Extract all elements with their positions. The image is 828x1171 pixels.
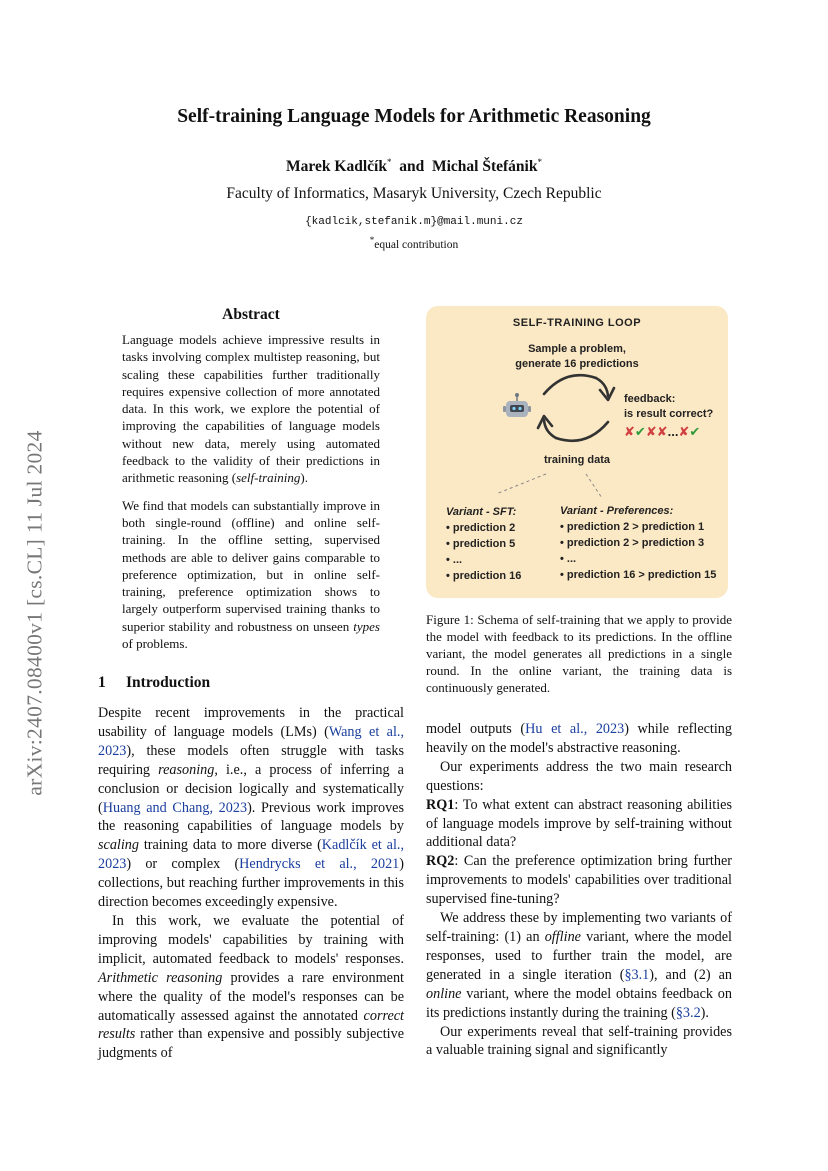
text: We find that models can substantially improve in both single-round (offline) and online self-training. In the offline setting, supervised methods are able to deliver gains comparable to preference optimization, but in online self-training, preference optimization shows to largely outperform supervised training thanks to superior stability and robustness on unseen (122, 497, 380, 634)
citation-link[interactable]: Hu et al., 2023 (525, 721, 625, 737)
paper-title: Self-training Language Models for Arithmetic Reasoning (177, 106, 651, 127)
research-question (426, 852, 732, 909)
citation-link[interactable]: Wang et al., 2023 (98, 723, 404, 759)
list-item: • prediction 5 (446, 538, 516, 550)
sample-step (426, 342, 728, 372)
list-item: • ... (446, 554, 463, 566)
sample-line: Sample a problem, (528, 343, 626, 355)
text: ). (700, 1004, 709, 1021)
wrong-icon: ✘ (645, 424, 657, 439)
paragraph: Our experiments address the two main research questions: (426, 758, 732, 794)
list-item: • prediction 16 (446, 570, 522, 582)
emphasis: scaling (98, 837, 139, 854)
feedback-line: feedback: (624, 393, 676, 405)
text: ) collections, but reaching further improvements in this direction becomes exceedingly expensive. (98, 856, 404, 911)
paragraph (98, 912, 404, 1063)
equal-contribution-note (0, 235, 828, 251)
author-joiner: and (399, 158, 425, 176)
section-link[interactable]: §3.1 (624, 966, 650, 983)
emphasis: types (353, 618, 380, 634)
arxiv-stamp (18, 378, 52, 848)
rq-label: RQ2 (426, 853, 455, 870)
ellipsis: ... (667, 424, 679, 439)
abstract-heading: Abstract (222, 306, 280, 323)
text: rather than expensive and possibly subjective judgments of (98, 1026, 404, 1062)
text: ), and (2) an (649, 966, 732, 983)
wrong-icon: ✘ (678, 424, 690, 439)
variant-preferences (560, 503, 716, 583)
emphasis: correct results (98, 1007, 404, 1043)
paragraph (426, 909, 732, 1022)
variant-sft (446, 504, 521, 584)
text: ) or complex ( (126, 856, 240, 873)
section-number: 1 (98, 674, 106, 691)
equal-mark: * (369, 235, 375, 245)
emphasis: online (426, 985, 462, 1002)
author-1: Marek Kadlčík (286, 158, 387, 176)
left-column-text (98, 704, 404, 1063)
arxiv-id: arXiv:2407.08400v1 [cs.CL] 11 Jul 2024 (22, 430, 47, 796)
abstract-paragraph (122, 497, 380, 653)
text: ), these models often struggle with tasks requiring (98, 742, 404, 778)
section-title: Introduction (126, 674, 211, 691)
text: training data to more diverse ( (138, 837, 322, 854)
abstract-body (122, 331, 380, 652)
robot-icon (503, 393, 531, 417)
text: : Can the preference optimization bring further improvements to models' capabilities over traditional supervised fine-tuning? (426, 853, 732, 908)
emphasis: offline (544, 928, 581, 945)
paragraph: Our experiments reveal that self-training provides a valuable training signal and significantly (426, 1023, 732, 1059)
correctness-marks (624, 424, 700, 440)
list-item: • prediction 2 > prediction 3 (560, 537, 705, 549)
list-item: • ... (560, 553, 577, 565)
text: In this work, we evaluate the potential of improving models' capabilities by training with implicit, automated feedback to models' responses. (98, 912, 404, 967)
text: model outputs ( (426, 721, 526, 737)
affiliation: Faculty of Informatics, Masaryk University, Czech Republic (226, 185, 602, 202)
section-heading (98, 674, 210, 692)
list-item: • prediction 16 > prediction 15 (560, 569, 717, 581)
list-item: • prediction 2 (446, 522, 516, 534)
emphasis: reasoning (158, 761, 215, 778)
citation-link[interactable]: Huang and Chang, 2023 (102, 799, 248, 816)
list-item: • prediction 2 > prediction 1 (560, 521, 705, 533)
text: ) while reflecting heavily on the model's abstractive reasoning. (426, 721, 732, 756)
text: variant, where the model obtains feedback on its predictions instantly during the training ( (426, 985, 732, 1021)
feedback-step (624, 392, 713, 422)
correct-icon: ✔ (634, 424, 646, 439)
text: provides a rare environment where the quality of the model's responses can be automatically assessed against the annotated (98, 969, 404, 1024)
feedback-line: is result correct? (624, 408, 714, 420)
text: We address these by implementing two variants of self-training: (1) an (426, 910, 732, 945)
emphasis: self-training (236, 470, 301, 486)
text: Despite recent improvements in the practical usability of language models (LMs) ( (98, 705, 404, 740)
author-email: {kadlcik,stefanik.m}@mail.muni.cz (305, 216, 523, 228)
emphasis: Arithmetic reasoning (98, 969, 223, 986)
variant-pref-heading: Variant - Preferences: (560, 505, 674, 517)
text: Language models achieve impressive results in tasks involving complex multistep reasoning, but scaling these capabilities further traditionally requires expensive collection of more annotated data. In this work, we explore the potential of improving the capabilities of language models without new data, merely using automated feedback to the validity of their predictions in arithmetic reasoning ( (122, 332, 380, 486)
variant-sft-heading: Variant - SFT: (446, 506, 517, 518)
text: of problems. (122, 636, 188, 652)
research-question (426, 796, 732, 853)
figure-1 (426, 306, 728, 598)
author-2: Michal Štefánik (431, 158, 538, 176)
equal-contribution-text: equal contribution (374, 238, 459, 251)
paragraph (98, 704, 404, 912)
text: ). Previous work improves the reasoning capabilities of language models by (98, 799, 404, 835)
sample-line: generate 16 predictions (515, 358, 639, 370)
equal-mark: * (386, 157, 392, 167)
citation-link[interactable]: Hendrycks et al., 2021 (239, 856, 400, 873)
wrong-icon: ✘ (656, 424, 668, 439)
figure-heading: SELF-TRAINING LOOP (512, 317, 642, 329)
text: ). (300, 470, 308, 486)
equal-mark: * (537, 157, 542, 167)
text: : To what extent can abstract reasoning abilities of language models improve by self-training without additional data? (426, 796, 732, 851)
section-link[interactable]: §3.2 (675, 1004, 701, 1021)
wrong-icon: ✘ (624, 424, 635, 439)
figure-caption: Figure 1: Schema of self-training that we apply to provide the model with feedback to its predictions. In the offline variant, the model generates all predictions in a single round. In the online variant, the training data is continuously generated. (426, 612, 732, 695)
right-column-text (426, 720, 732, 1060)
author-line (0, 157, 828, 176)
abstract-paragraph (122, 331, 380, 487)
citation-link[interactable]: Kadlčík et al., 2023 (98, 837, 405, 873)
training-data-label: training data (543, 454, 610, 466)
text: variant, where the model responses, used to further train the model, are generated in a single iteration ( (426, 928, 733, 983)
paragraph (426, 720, 732, 758)
rq-label: RQ1 (426, 796, 455, 813)
text: , i.e., a process of inferring a conclusion or decision logically and systematically ( (98, 761, 404, 816)
correct-icon: ✔ (689, 424, 701, 439)
